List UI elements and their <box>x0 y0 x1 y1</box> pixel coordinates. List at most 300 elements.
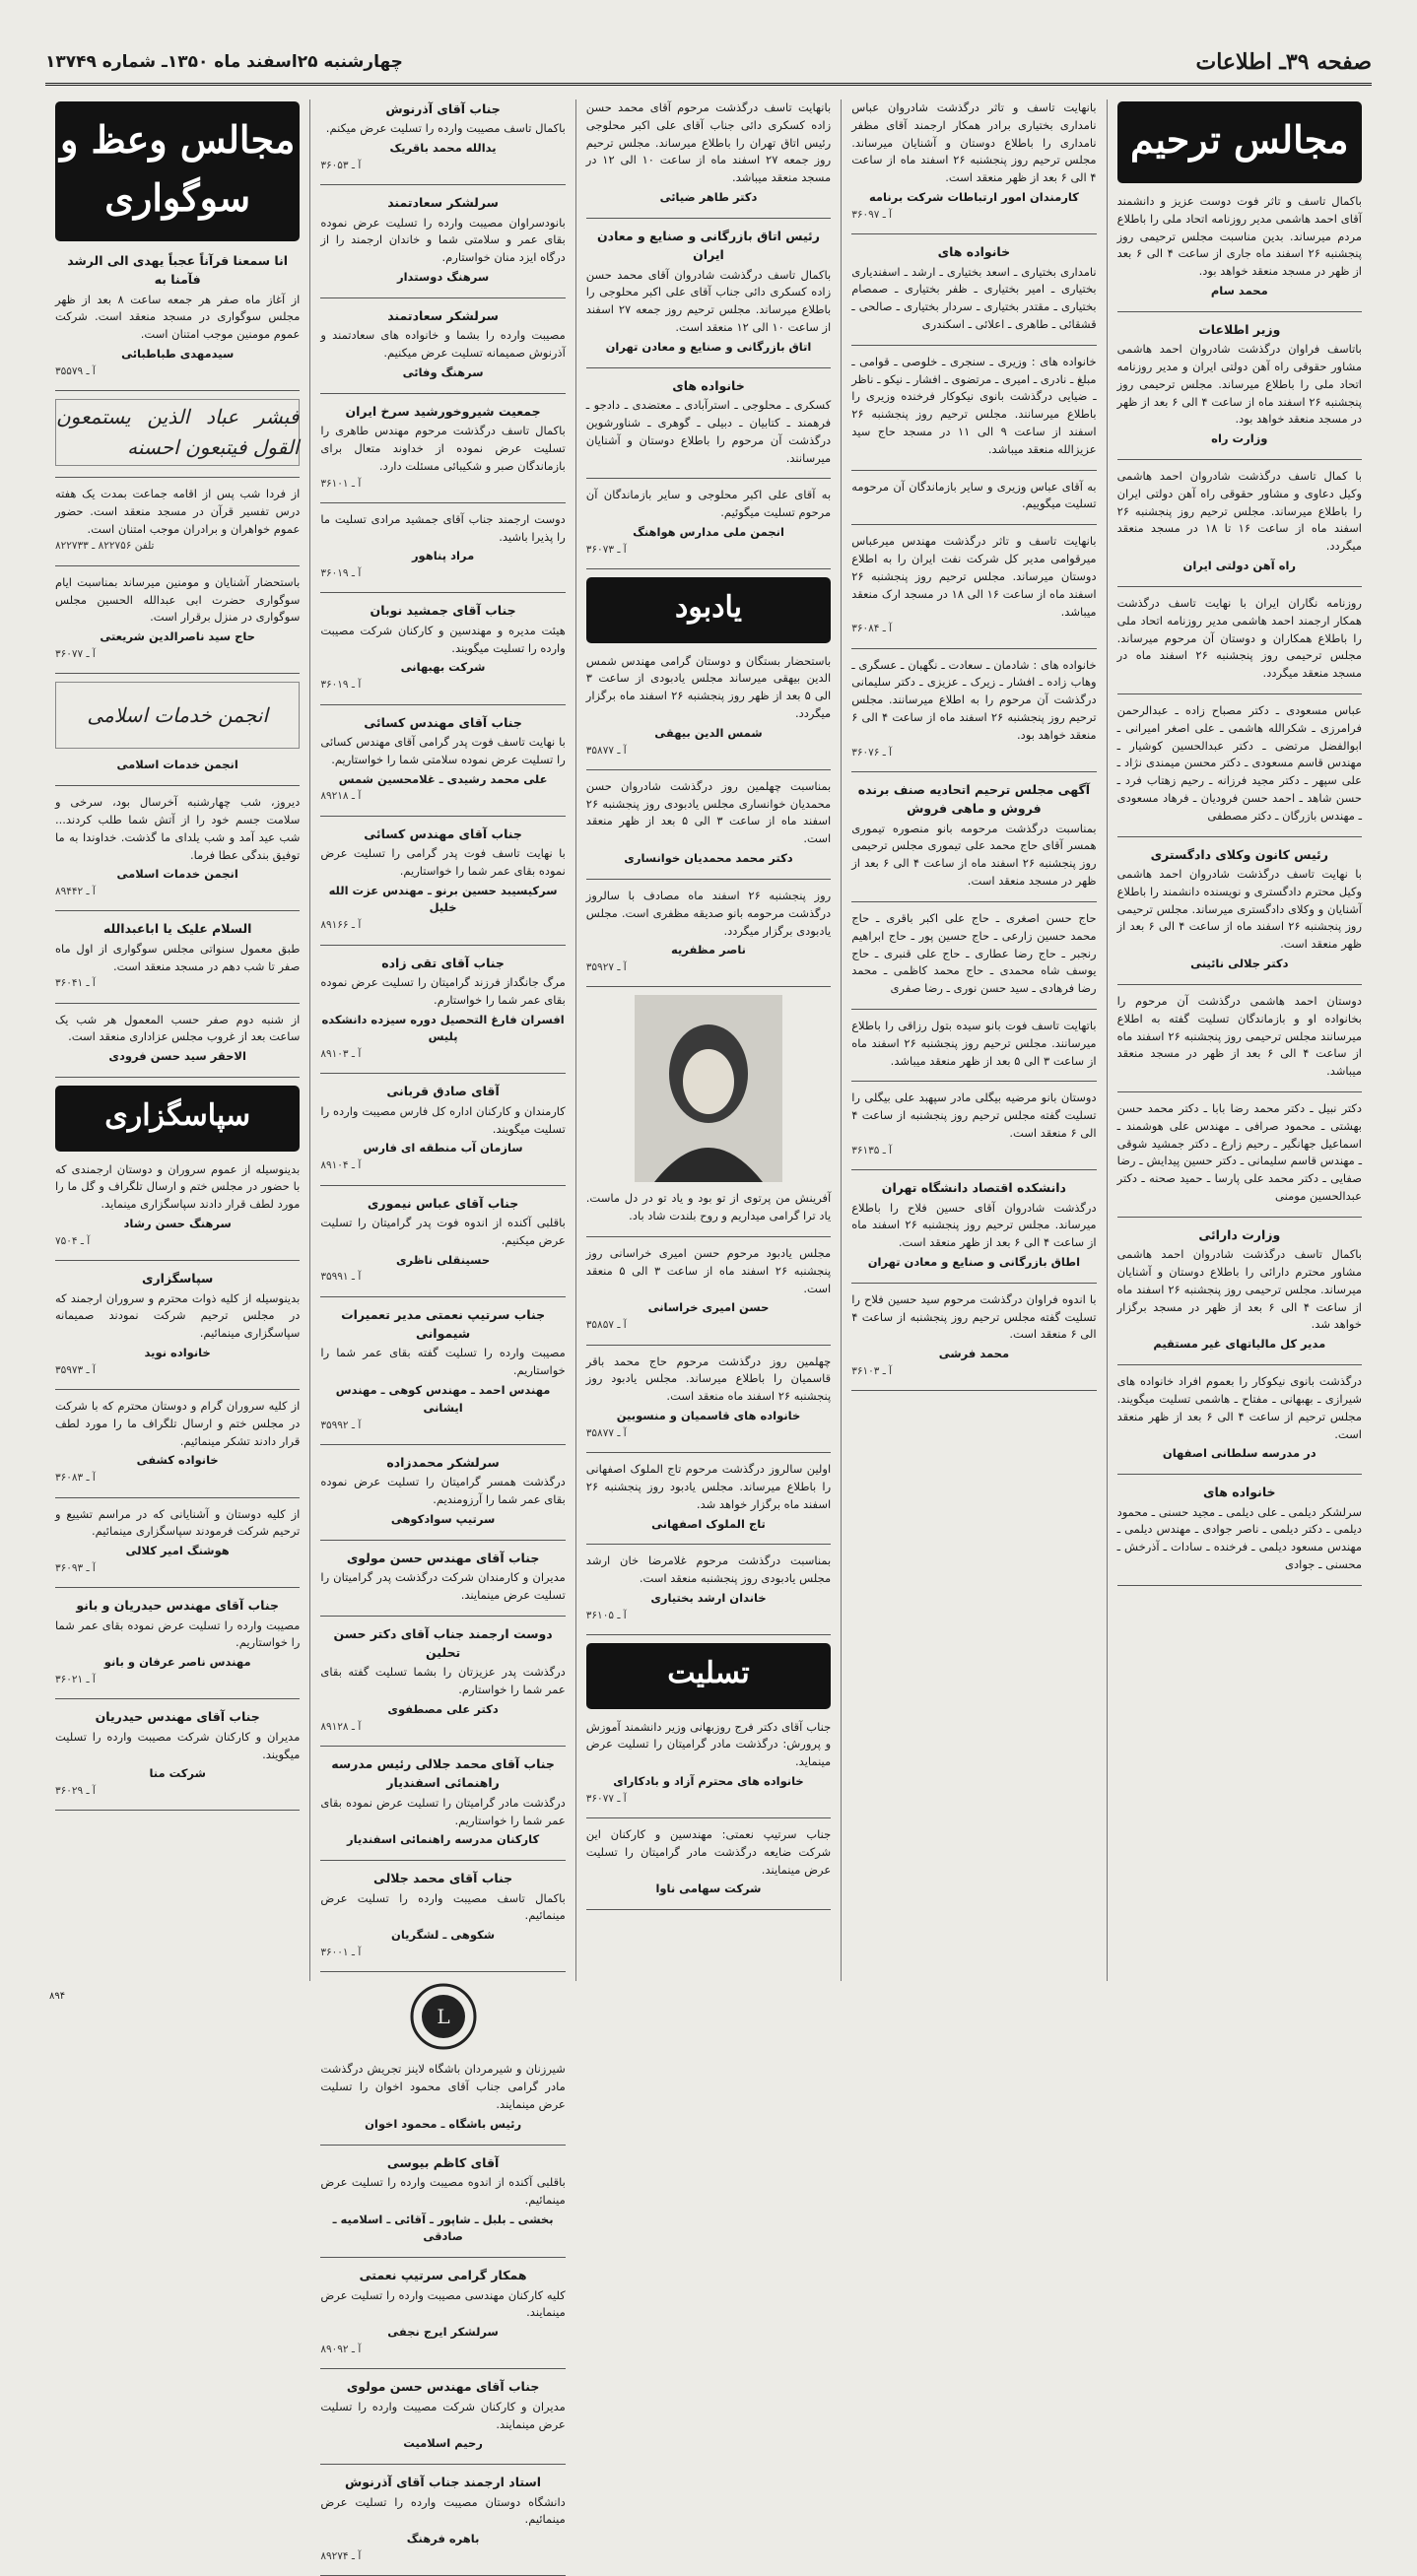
notice <box>586 995 831 1225</box>
notice <box>320 1453 565 1529</box>
notice-sig: کارکنان مدرسه راهنمائی اسفندیار <box>347 1832 540 1847</box>
notice <box>55 1012 300 1066</box>
notice-body: درگذشت مادر گرامیتان را تسلیت عرض نموده بقای عمر شما را خواستاریم. <box>320 1795 566 1827</box>
notice-sig: شرکت منا <box>149 1766 206 1781</box>
divider <box>851 524 1096 525</box>
date-issue: چهارشنبه ۲۵اسفند ماه ۱۳۵۰ـ شماره ۱۳۷۴۹ <box>45 52 403 72</box>
notice-body: مرگ جانگداز فرزند گرامیتان را تسلیت عرض نموده بقای عمر شما را خواستارم. <box>320 974 566 1007</box>
divider <box>1117 311 1362 312</box>
notice-code: آ ـ ۳۶۰۷۷ <box>585 1792 627 1805</box>
notice <box>586 1245 831 1334</box>
notice-sig: رئیس باشگاه ـ محمود اخوان <box>365 2116 522 2131</box>
notice-body: روزنامه نگاران ایران با نهایت تاسف درگذشت همکار ارجمند احمد هاشمی مدیر روزنامه اتحاد ملی را باطلاع همکاران و دوستان آن مرحوم میرساند. مجلس ترحیمی روز پنجشنبه ۲۶ اسفند ماه در مسجد منعقد میگردد. <box>1116 595 1362 681</box>
divider <box>1117 1474 1362 1475</box>
divider <box>586 879 831 880</box>
notice-body: درگذشت بانوی نیکوکار را بعموم افراد خانواده های شیرازی ـ بهبهانی ـ مفتاح ـ هاشمی تسلیت میگویند. مجلس ترحیم از ساعت ۴ الی ۶ بعد از ظهر منعقد است. <box>1116 1374 1362 1441</box>
notice-body: از کلیه سروران گرام و دوستان محترم که با شرکت در مجلس ختم و ارسال تلگراف ما را مورد لطف قرار دادند تشکر مینمائیم. <box>54 1399 301 1448</box>
notice <box>55 1596 300 1687</box>
divider <box>320 1296 565 1297</box>
notice-body: باقلبی آکنده از اندوه فوت پدر گرامیتان را تسلیت عرض میکنیم. <box>320 1215 566 1247</box>
divider <box>320 1073 565 1074</box>
notice-code: آ ـ ۸۹۴۴۲ <box>54 886 96 898</box>
notice-body: سرلشکر دیلمی ـ علی دیلمی ـ مجید حسنی ـ محمود دیلمی ـ دکتر دیلمی ـ ناصر جوادی ـ مهندس دیلمی ـ مهندس مسعود دیلمی ـ فرخنده ـ سادات ـ آذرخش ـ محسنی ـ جوادی <box>1116 1504 1362 1571</box>
divider <box>55 1497 300 1498</box>
notice-body: بمناسبت درگذشت مرحوم غلامرضا خان ارشد مجلس یادبودی روز پنجشنبه منعقد است. <box>585 1553 832 1586</box>
notice-body: باستحضار بستگان و دوستان گرامی مهندس شمس الدین بیهقی میرساند مجلس یادبودی از ساعت ۳ الی ۵ بعد از ظهر روز پنجشنبه ۲۶ اسفند ماه برگزار میگردد. <box>585 653 832 720</box>
notice-body: باتهایت تاسف فوت بانو سیده بتول رزاقی را باطلاع میرسانند. مجلس ترحیم روز پنجشنبه ۲۶ اسفند ماه از ساعت ۳ الی ۵ بعد از ظهر منعقد میباشد. <box>851 1018 1097 1068</box>
notice-sig: انجمن خدمات اسلامی <box>116 758 238 772</box>
divider <box>586 1817 831 1818</box>
notice-code: آ ـ ۳۶۰۹۷ <box>851 208 893 221</box>
notice-code: آ ـ ۳۵۸۵۷ <box>585 1319 627 1332</box>
notice <box>851 1178 1096 1272</box>
notice-sig: اطاق بازرگانی و صنایع و معادن تهران <box>867 1254 1081 1269</box>
notice <box>320 713 565 805</box>
notice <box>1117 595 1362 683</box>
notice-sig: خاندان ارشد بختیاری <box>650 1590 767 1605</box>
notice-title: سرلشکر محمدزاده <box>386 1454 500 1470</box>
section-banner: یادبود <box>586 577 831 643</box>
calligraphy-heading: انجمن خدمات اسلامی <box>55 682 300 749</box>
notice-title: دانشکده اقتصاد دانشگاه تهران <box>881 1180 1066 1196</box>
divider <box>586 986 831 987</box>
notice-sig: خانواده کشفی <box>136 1453 219 1468</box>
notice-sig: یدالله محمد باقریک <box>389 141 497 156</box>
divider <box>320 184 565 185</box>
notice-body: باکمال تاسف درگذشت شادروان آقای محمد حسن زاده کسکری دائی جناب آقای علی اکبر محلوجی را باطلاع میرساند. مجلس ترحیم روز جمعه ۲۷ اسفند از ساعت ۱۰ الی ۱۲ منعقد است. <box>585 267 832 335</box>
divider <box>586 1634 831 1635</box>
calligraphy-heading: فبشر عباد الذین یستمعون القول فیتبعون احسنه <box>55 399 300 466</box>
notice <box>1117 1100 1362 1206</box>
notice-title: جناب آقای مهندس کسائی <box>364 826 522 841</box>
notice-body: بمناسبت درگذشت مرحومه بانو منصوره تیموری همسر آقای حاج محمد علی تیموری مجلس ترحیمی روز پنجشنبه ۲۶ اسفند ماه از ساعت ۴ الی ۶ بعد از ظهر در مسجد منعقد است. <box>851 821 1097 889</box>
notice <box>851 533 1096 636</box>
notice-code: آ ـ ۳۶۱۰۱ <box>320 477 362 490</box>
notice-code: آ ـ ۳۵۹۹۱ <box>320 1271 362 1284</box>
notice-sig: الاحقر سید حسن فرودی <box>108 1049 246 1064</box>
divider <box>55 1077 300 1078</box>
notice-body: طبق معمول سنواتی مجلس سوگواری از اول ماه صفر تا شب دهم در مسجد منعقد است. <box>54 941 301 973</box>
notice-sig: دکتر علی مصطفوی <box>387 1702 499 1717</box>
notice-body: از آغاز ماه صفر هر جمعه ساعت ۸ بعد از ظهر مجلس سوگواری در مسجد منعقد است. شرکت عموم مومنین موجب امتنان است. <box>54 292 301 342</box>
notice <box>586 778 831 868</box>
notice <box>320 99 565 173</box>
notice-title: جناب آقای تقی زاده <box>381 955 505 970</box>
notice-sig: علی محمد رشیدی ـ غلامحسین شمس <box>338 771 548 786</box>
notice-code: آ ـ ۳۶۰۰۱ <box>320 1947 362 1959</box>
divider <box>55 477 300 478</box>
notice-sig: سرتیپ سوادکوهی <box>390 1511 496 1526</box>
section-banner: مجالس ترحیم <box>1117 101 1362 183</box>
notice-code: آ ـ ۳۶۱۰۵ <box>585 1609 627 1621</box>
notice-body: بمناسبت چهلمین روز درگذشت شادروان حسن محمدیان خوانساری مجلس یادبودی روز پنجشنبه ۲۶ اسفند ماه از ساعت ۳ الی ۵ بعد از ظهر منعقد است. <box>585 778 832 846</box>
notice <box>320 825 565 934</box>
notice <box>320 511 565 582</box>
notice-title: خانواده های <box>937 244 1011 260</box>
notice <box>1117 320 1362 448</box>
notice-sig: مهندس احمد ـ مهندس کوهی ـ مهندس ایشانی <box>335 1382 551 1415</box>
notice-body: باکمال تاسف درگذشت مرحوم مهندس طاهری را تسلیت عرض نموده از خداوند متعال برای بازماندگان صبر و شکیبائی مسئلت دارد. <box>320 424 566 473</box>
notice-code: آ ـ ۳۶۱۰۳ <box>851 1365 893 1377</box>
notice-sig: افسران فارغ التحصیل دوره سیزده دانشکده پلیس <box>321 1012 565 1044</box>
divider <box>320 2464 565 2465</box>
divider <box>320 1746 565 1747</box>
notice-title: خانواده های <box>672 377 745 393</box>
notice <box>851 1018 1096 1070</box>
notice-sig: حسن امیری خراسانی <box>647 1300 770 1315</box>
notice-sig: در مدرسه سلطانی اصفهان <box>1162 1446 1316 1461</box>
notice-body: باستحضار آشنایان و مومنین میرساند بمناسبت ایام سوگواری حضرت ابی عبدالله الحسین مجلس سوگواری در منزل برقرار است. <box>54 574 301 625</box>
divider <box>55 1698 300 1699</box>
divider <box>851 233 1096 234</box>
notice-body: مدیران و کارکنان شرکت مصیبت وارده را تسلیت عرض مینمایند. <box>320 2399 566 2431</box>
notice-title: جناب سرتیپ نعمتی مدیر تعمیرات شیموانی <box>341 1306 546 1341</box>
notice <box>320 1869 565 1960</box>
notice-sig: محمد فرشی <box>938 1347 1010 1361</box>
notice <box>320 2377 565 2453</box>
notice-code: آ ـ ۳۶۱۳۵ <box>851 1144 893 1156</box>
notice <box>1117 468 1362 575</box>
notice-body: روز پنجشنبه ۲۶ اسفند ماه مصادف با سالروز درگذشت مرحومه بانو صدیقه مظفری است. مجلس یادبودی برگزار میگردد. <box>585 888 832 938</box>
notice-title: خانواده های <box>1203 1485 1276 1500</box>
notice-sig: رحیم اسلامیت <box>403 2436 483 2451</box>
divider <box>851 345 1096 346</box>
divider <box>586 1236 831 1237</box>
notice-code: آ ـ ۳۶۰۱۹ <box>320 679 362 692</box>
notice-body: با نهایت تاسف درگذشت شادروان احمد هاشمی وکیل محترم دادگستری و نویسنده دانشمند را باطلاع آشنایان و وکلای دادگستری میرساند. مجلس ترحیمی روز پنجشنبه ۲۶ اسفند ماه از ساعت ۴ الی ۶ بعد از ظهر منعقد است. <box>1116 867 1362 952</box>
divider <box>320 2145 565 2146</box>
notice-body: با اندوه فراوان درگذشت مرحوم سید حسین فلاح را تسلیت گفته مجلس ترحیم روز پنجشنبه از ساعت ۴ الی ۶ منعقد است. <box>851 1291 1097 1342</box>
notice-code: آ ـ ۳۶۰۷۳ <box>585 543 627 556</box>
notice-sig: باهره فرهنگ <box>406 2532 480 2546</box>
notice <box>55 251 300 379</box>
notice-body: با نهایت تاسف فوت پدر گرامی را تسلیت عرض نموده بقای عمر شما را خواستاریم. <box>320 846 566 878</box>
notice <box>320 2473 565 2564</box>
notice <box>586 99 831 207</box>
notice-body: درگذشت پدر عزیزتان را بشما تسلیت گفته بقای عمر شما را خواستارم. <box>320 1665 566 1697</box>
column-4 <box>309 99 574 2562</box>
notice-body: دانشگاه دوستان مصیبت وارده را تسلیت عرض مینمائیم. <box>320 2494 566 2527</box>
notice-sig: شرکت بهبهانی <box>400 660 486 675</box>
notice <box>851 242 1096 334</box>
divider <box>851 901 1096 902</box>
notice-body: مدیران و کارکنان شرکت مصیبت وارده را تسلیت میگویند. <box>54 1729 301 1761</box>
notice-body: باقلبی آکنده از اندوه مصیبت وارده را تسلیت عرض مینمائیم. <box>320 2175 566 2207</box>
notice-sig: دکتر طاهر ضیائی <box>659 190 758 205</box>
notice-code: آ ـ ۳۶۰۲۹ <box>54 1785 96 1798</box>
notice-body: کسکری ـ محلوجی ـ استرآبادی ـ معتضدی ـ دادجو ـ فرهمند ـ کتابیان ـ دبیلی ـ گوهری ـ شناورشوین درگذشت آن مرحوم را باطلاع دوستان و آشنایان میرسانند. <box>585 398 832 465</box>
divider <box>851 1009 1096 1010</box>
divider <box>586 1544 831 1545</box>
notice-sig: خانواده نوید <box>144 1345 211 1359</box>
notice-body: به آقای عباس وزیری و سایر بازماندگان آن مرحومه تسلیت میگوییم. <box>851 479 1097 511</box>
divider <box>320 1616 565 1617</box>
notice-body: دکتر نبیل ـ دکتر محمد رضا بابا ـ دکتر محمد حسن بهشتی ـ محمود صرافی ـ مهندس علی هوشمند ـ اسماعیل جهانگیر ـ رحیم زارع ـ دکتر جمشید شوقی ـ مهندس قاسم سلیمانی ـ دکتر حسین پیدایش ـ رضا صفایی ـ دکتر محمد علی پارسا ـ حمید صحنه ـ دکتر عبدالحسین مومنی <box>1116 1100 1362 1204</box>
divider <box>1117 1364 1362 1365</box>
notice <box>320 2153 565 2247</box>
notice-title: السلام علیک یا اباعبدالله <box>102 921 252 937</box>
notice-sig: هوشنگ امیر کلالی <box>125 1544 230 1558</box>
notice-body: مصیبت وارده را تسلیت عرض نموده بقای عمر شما را خواستاریم. <box>54 1618 301 1650</box>
notice-title: جناب آقای آذرنوش <box>385 101 501 116</box>
columns <box>45 99 1372 2562</box>
page-label: صفحه ۳۹ـ اطلاعات <box>1195 49 1372 75</box>
notice-code: آ ـ ۸۹۱۶۶ <box>320 919 362 932</box>
notice-body: شیرزنان و شیرمردان باشگاه لاینز تجریش درگذشت مادر گرامی جناب آقای محمود اخوان را تسلیت عرض مینمایند. <box>320 2062 566 2111</box>
notice-body: بدینوسیله از عموم سروران و دوستان ارجمندی که با حضور در مجلس ختم و ارسال تلگراف و گل ما را مورد لطف قرار دادند سپاسگزاری مینماید. <box>54 1161 301 1212</box>
divider <box>320 704 565 705</box>
notice <box>1117 1483 1362 1574</box>
notice-title: جناب آقای مهندس کسائی <box>364 714 522 730</box>
notice-sig: سرهنگ وفائی <box>402 364 484 379</box>
notice <box>320 1624 565 1735</box>
notice <box>586 1552 831 1623</box>
notice-code: آ ـ ۳۵۸۷۷ <box>585 744 627 757</box>
notice <box>851 99 1096 223</box>
notice-title: رئیس کانون وکلای دادگستری <box>1150 846 1328 862</box>
notice-code: آ ـ ۸۹۱۲۸ <box>320 1720 362 1733</box>
notice-body: از کلیه دوستان و آشنایانی که در مراسم تشییع و ترحیم شرکت فرمودند سپاسگزاری مینمائیم. <box>54 1506 301 1539</box>
notice-sig: شرکت سهامی ناوا <box>655 1882 762 1896</box>
section-banner: مجالس وعظ و سوگواری <box>55 101 300 241</box>
notice-body: آفرینش من پرتوی از تو بود و یاد تو در دل ماست. یاد ترا گرامی میداریم و روح بلندت شاد باد. <box>585 1191 832 1223</box>
notice <box>851 1090 1096 1158</box>
notice-body: به آقای علی اکبر محلوجی و سایر بازماندگان آن مرحوم تسلیت میگوئیم. <box>585 488 832 520</box>
notice <box>55 1398 300 1486</box>
divider <box>1117 1585 1362 1586</box>
notice-title: دوست ارجمند جناب آقای دکتر حسن تحلین <box>333 1625 553 1661</box>
divider <box>586 478 831 479</box>
notice-sig: اتاق بازرگانی و صنایع و معادن تهران <box>605 339 812 354</box>
notice <box>320 1305 565 1433</box>
notice-title: همکار گرامی سرتیپ نعمتی <box>359 2268 527 2283</box>
notice-sig: کارمندان امور ارتباطات شرکت برنامه <box>868 190 1079 205</box>
notice <box>851 479 1096 514</box>
divider <box>55 673 300 674</box>
notice <box>55 486 300 555</box>
notice-sig: خانواده های قاسمیان و منسوبین <box>616 1409 801 1422</box>
notice-sig: انجمن ملی مدارس هواهنگ <box>633 524 784 539</box>
divider <box>55 1810 300 1811</box>
notice-body: بانودسراوان مصیبت وارده را تسلیت عرض نموده بقای عمر و سلامتی شما و خاندان ارجمند را از درگاه ایزد منان خواستارم. <box>320 215 566 265</box>
notice-body: بانهایت تاسف و تاثر درگذشت مهندس میرعباس میرقوامی مدیر کل شرکت نفت ایران را به اطلاع دوستان میرساند. مجلس ترحیم روز پنجشنبه ۲۶ اسفند ماه از ساعت ۱۶ الی ۱۸ در مسجد ارک منعقد میباشد. <box>851 534 1097 619</box>
divider <box>851 1283 1096 1284</box>
notice <box>586 1719 831 1808</box>
masthead <box>45 47 1372 86</box>
notice-title: رئیس اتاق بازرگانی و صنایع و معادن ایران <box>597 228 820 263</box>
notice-body: باکمال تاسف و تاثر فوت دوست عزیز و دانشمند آقای احمد هاشمی مدیر روزنامه اتحاد ملی را باطلاع مردم میرساند. بدین مناسبت مجلس ترحیمی روز پنجشنبه ۲۶ اسفند ماه جاری از ساعت ۴ الی ۶ بعد از ظهر در مسجد منعقد خواهد بود. <box>1116 193 1362 279</box>
notice <box>320 1082 565 1173</box>
notice-code: آ ـ ۸۹۱۰۳ <box>320 1048 362 1061</box>
notice-code: آ ـ ۳۵۹۹۲ <box>320 1419 362 1431</box>
notice-sig: سرلشکر ایرج نجفی <box>387 2325 499 2340</box>
notice-title: جناب آقای مهندس حسن مولوی <box>346 1550 540 1565</box>
notice <box>1117 845 1362 973</box>
notice-code: آ ـ ۳۶۰۷۷ <box>54 648 96 660</box>
notice-sig: شکوهی ـ لشگریان <box>391 1928 496 1943</box>
notice-body: دوست ارجمند جناب آقای جمشید مرادی تسلیت ما را پذیرا باشید. <box>320 511 566 544</box>
divider <box>320 297 565 298</box>
divider <box>586 218 831 219</box>
notice <box>851 910 1096 998</box>
column-1 <box>1107 99 1372 1981</box>
notice <box>320 601 565 693</box>
notice-body: حاج حسن اصغری ـ حاج علی اکبر باقری ـ حاج محمد حسین زارعی ـ حاج حسین پور ـ حاج ابراهیم رنجبر ـ حاج رضا عطاری ـ حاج علی قنبری ـ حاج یوسف شاه محمدی ـ حاج محمد کاظمی ـ محمد رضا فرهادی ـ سید حسن نوری ـ رضا صفری <box>851 910 1097 996</box>
notice <box>55 919 300 991</box>
notice-body: باکمال تاسف مصیبت وارده را تسلیت عرض مینمائیم. <box>320 1890 566 1923</box>
notice-body: باتاسف فراوان درگذشت شادروان احمد هاشمی مشاور حقوقی راه آهن دولتی ایران و مدیر روزنامه اتحاد ملی را باطلاع میرساند. مجلس ترحیمی روز پنجشنبه ۲۶ اسفند ماه از ساعت ۴ الی ۶ بعد از ظهر در مسجد منعقد خواهد بود. <box>1116 342 1362 427</box>
notice <box>55 399 300 466</box>
divider <box>1117 459 1362 460</box>
notice-code: آ ـ ۳۶۰۸۴ <box>851 623 893 635</box>
notice-title: جناب آقای مهندس حیدریان <box>95 1709 260 1725</box>
divider <box>320 1444 565 1445</box>
divider <box>320 393 565 394</box>
notice-body: عباس مسعودی ـ دکتر مصباح زاده ـ عبدالرحمن فرامرزی ـ شکرالله هاشمی ـ علی اصغر امیرانی ـ ابوالفضل مرتضی ـ دکتر عبدالحسین کوشیار ـ مهندس قاسم مسعودی ـ دکتر محسن میمندی نژاد ـ علی سپهر ـ دکتر مجید فرزانه ـ رحیم زهتاب فرد ـ حسن شاهد ـ احمد حسن فرودیان ـ فرهاد مسعودی ـ مهندس بازرگان ـ دکتر مصطفی <box>1116 702 1362 823</box>
notice-body: باکمال تاسف مصیبت وارده را تسلیت عرض میکنم. <box>325 121 566 136</box>
notice-code: آ ـ ۳۵۹۲۷ <box>585 961 627 974</box>
divider <box>55 1389 300 1390</box>
notice-body: از شنبه دوم صفر حسب المعمول هر شب یک ساعت بعد از غروب مجلس عزاداری منعقد است. <box>54 1012 301 1044</box>
notice-sig: وزارت راه <box>1211 431 1268 446</box>
notice-title: سرلشکر سعادتمند <box>387 307 499 323</box>
divider <box>55 910 300 911</box>
svg-text:L: L <box>436 2005 450 2029</box>
divider <box>320 816 565 817</box>
notice <box>586 227 831 357</box>
notice-body: کارمندان و کارکنان اداره کل فارس مصیبت وارده را تسلیت میگویند. <box>320 1103 566 1136</box>
notice-sig: خانواده های محترم آزاد و بادکارای <box>613 1773 804 1788</box>
notice <box>320 1194 565 1286</box>
notice-body: هیئت مدیره و مهندسین و کارکنان شرکت مصیبت وارده را تسلیت میگویند. <box>320 623 566 655</box>
divider <box>851 771 1096 772</box>
notice-code: آ ـ ۳۶۰۴۱ <box>54 977 96 990</box>
notice <box>320 1982 565 2133</box>
notice-body: دوستان احمد هاشمی درگذشت آن مرحوم را بخانواده او و بازماندگان تسلیت گفته به اطلاع میرسانند مجلس ترحیمی روز پنجشنبه ۲۶ اسفند ماه از ساعت ۴ الی ۶ بعد از ظهر در مسجد منعقد میباشد. <box>1116 993 1363 1079</box>
divider <box>1117 586 1362 587</box>
notice-sig: سرهنگ دوستدار <box>396 270 490 285</box>
divider <box>1117 1217 1362 1218</box>
notice <box>586 653 831 759</box>
notice-sig: مهندس ناصر عرفان و بانو <box>103 1655 251 1670</box>
notice-body: مصیبت وارده را تسلیت گفته بقای عمر شما را خواستاریم. <box>320 1346 566 1378</box>
notice <box>320 306 565 382</box>
notice-sig: مدیر کل مالیاتهای غیر مستقیم <box>1153 1337 1326 1352</box>
notice-body: مجلس یادبود مرحوم حسن امیری خراسانی روز پنجشنبه ۲۶ اسفند ماه از ساعت ۳ الی ۵ منعقد است. <box>585 1246 832 1295</box>
notice-body: بانهایت تاسف درگذشت مرحوم آقای محمد حسن زاده کسکری دائی جناب آقای علی اکبر محلوجی رئیس اتاق تهران را باطلاع میرساند. مجلس ترحیم روز جمعه ۲۷ اسفند ماه از ساعت ۱۰ الی ۱۲ در مسجد منعقد میباشد. <box>585 100 832 185</box>
notice-code: آ ـ ۸۹۰۹۲ <box>320 2344 362 2356</box>
notice-sig: بخشی ـ بلبل ـ شاپور ـ آقائی ـ اسلامیه ـ صادقی <box>332 2212 554 2244</box>
notice-body: خانواده های : وزیری ـ سنجری ـ خلوصی ـ قوامی ـ مبلغ ـ نادری ـ امیری ـ مرتضوی ـ افشار ـ نیکو ـ ناظر ـ ضیایی درگذشت بانوی نیکوکار فرخنده وزیری را باطلاع میرسانند. مجلس ترحیم روز پنجشنبه ۲۶ اسفند از ساعت ۹ الی ۱۱ در مسجد حاج سید عزیزالله منعقد میباشد. <box>851 354 1097 456</box>
notice <box>1117 193 1362 300</box>
divider <box>55 390 300 391</box>
column-5 <box>45 99 309 1981</box>
notice-sig: دکتر جلالی نائینی <box>1190 957 1289 971</box>
divider <box>55 1260 300 1261</box>
notice-code: آ ـ ۳۶۰۹۳ <box>54 1561 96 1574</box>
notice-sig: ناصر مظفریه <box>671 943 746 958</box>
notice <box>586 487 831 558</box>
notice <box>586 376 831 468</box>
notice-sig: محمد سام <box>1210 283 1268 297</box>
notice-sig: شمس الدین بیهقی <box>654 725 763 740</box>
notice-body: از فردا شب پس از اقامه جماعت بمدت یک هفته درس تفسیر قرآن در مسجد منعقد است. حضور عموم خواهران و برادران موجب امتنان است. <box>54 487 301 536</box>
divider <box>320 592 565 593</box>
notice-body: جناب سرتیپ نعمتی: مهندسین و کارکنان این شرکت ضایعه درگذشت مادر گرامیتان را تسلیت عرض مینمایند. <box>585 1827 832 1877</box>
divider <box>586 1345 831 1346</box>
notice <box>55 574 300 663</box>
divider <box>1117 1091 1362 1092</box>
divider <box>55 1587 300 1588</box>
notice-sig: سازمان آب منطقه ای فارس <box>363 1141 523 1156</box>
notice <box>851 354 1096 459</box>
notice-body: چهلمین روز درگذشت مرحوم حاج محمد باقر قاسمیان را باطلاع میرساند. مجلس یادبود روز پنجشنبه ۲۶ اسفند ماه منعقد است. <box>585 1354 832 1404</box>
notice <box>55 1161 300 1250</box>
notice-title: وزیر اطلاعات <box>1198 321 1281 337</box>
notice-body: جناب آقای دکتر فرج روزبهانی وزیر دانشمند آموزش و پرورش: درگذشت مادر گرامیتان را تسلیت عرض مینماید. <box>585 1719 832 1769</box>
notice <box>586 1461 831 1533</box>
divider <box>586 769 831 770</box>
notice-body: مصیبت وارده را بشما و خانواده های سعادتمند و آذرنوش صمیمانه تسلیت عرض میکنیم. <box>320 328 566 361</box>
notice <box>851 657 1096 760</box>
divider <box>851 1081 1096 1082</box>
notice <box>55 1506 300 1577</box>
divider <box>586 1909 831 1910</box>
notice-sig: حاج سید ناصرالدین شریعتی <box>100 629 255 644</box>
notice <box>320 1549 565 1605</box>
notice-title: جناب آقای مهندس حیدریان و بانو <box>76 1598 279 1614</box>
notice <box>851 1291 1096 1380</box>
notice-sig: دکتر محمد محمدیان خوانساری <box>624 851 793 866</box>
notice-body: بانهایت تاسف و تاثر درگذشت شادروان عباس نامداری بختیاری برادر همکار ارجمند آقای مظفر نامداری را باطلاع دوستان و آشنایان میرساند. مجلس ترحیم روز پنجشنبه ۲۶ اسفند ماه از ساعت ۴ الی ۶ بعد از ظهر منعقد است. <box>851 100 1097 185</box>
notice <box>55 1707 300 1799</box>
divider <box>851 470 1096 471</box>
notice-code: آ ـ ۳۵۸۷۷ <box>585 1426 627 1439</box>
divider <box>586 367 831 368</box>
lions-club-emblem-icon <box>320 1982 565 2051</box>
notice-body: خانواده های : شادمان ـ سعادت ـ نگهبان ـ عسگری ـ وهاب زاده ـ افشار ـ زیرک ـ عزیزی ـ دکتر سلیمانی درگذشت آن مرحوم را به اطلاع میرسانند. مجلس ترحیم روز پنجشنبه ۲۶ اسفند ماه از ساعت ۴ الی ۶ منعقد خواهد بود. <box>851 657 1097 742</box>
notice-title: آقای صادق قربانی <box>386 1084 500 1099</box>
divider <box>586 1452 831 1453</box>
divider <box>320 1540 565 1541</box>
notice-title: جناب آقای محمد جلالی رئیس مدرسه راهنمائی اسفندیار <box>331 1756 555 1791</box>
divider <box>55 565 300 566</box>
notice-body: باکمال تاسف درگذشت شادروان احمد هاشمی مشاور محترم دارائی را باطلاع دوستان و آشنایان میرساند. مجلس ترحیمی روز پنجشنبه ۲۶ اسفند ماه از ساعت ۴ الی ۶ بعد از ظهر در مسجد برگزار خواهد شد. <box>1116 1247 1362 1332</box>
notice <box>320 1754 565 1849</box>
notice <box>586 1354 831 1442</box>
divider <box>320 945 565 946</box>
notice <box>320 402 565 492</box>
divider <box>320 502 565 503</box>
notice <box>55 682 300 774</box>
divider <box>55 785 300 786</box>
notice-sig: انجمن خدمات اسلامی <box>116 867 238 882</box>
notice-code: آ ـ ۳۶۰۲۱ <box>54 1674 96 1686</box>
divider <box>851 1390 1096 1391</box>
notice-title: سرلشکر سعادتمند <box>387 195 499 211</box>
notice-code: آ ـ ۸۹۲۷۴ <box>320 2549 362 2562</box>
notice-title: آقای کاظم بیوسی <box>386 2154 500 2170</box>
notice <box>851 780 1096 891</box>
notice-title: جناب آقای عباس نیموری <box>367 1195 519 1211</box>
notice-body: درگذشت شادروان آقای حسین فلاح را باطلاع میرساند. مجلس ترحیم روز پنجشنبه ۲۶ اسفند ماه از ساعت ۴ الی ۶ بعد از ظهر منعقد است. <box>851 1200 1097 1250</box>
notice-body: با نهایت تاسف فوت پدر گرامی آقای مهندس کسائی را تسلیت عرض نموده سلامتی شما را خواستاریم. <box>320 734 566 766</box>
notice-body: درگذشت همسر گرامیتان را تسلیت عرض نموده بقای عمر شما را آرزومندیم. <box>320 1475 566 1507</box>
notice-code: آ ـ ۳۶۰۵۳ <box>320 160 362 171</box>
notice-title: جناب آقای جمشید نوبان <box>370 603 516 619</box>
notice-sig: حسینقلی ناظری <box>396 1252 491 1267</box>
notice-body: با کمال تاسف درگذشت شادروان احمد هاشمی وکیل دعاوی و مشاور حقوقی راه آهن دولتی ایران را باطلاع میرساند. مجلس ترحیم روز پنجشنبه ۲۶ اسفند ماه از ساعت ۱۶ تا ۱۸ در مسجد منعقد میگردد. <box>1116 469 1362 554</box>
